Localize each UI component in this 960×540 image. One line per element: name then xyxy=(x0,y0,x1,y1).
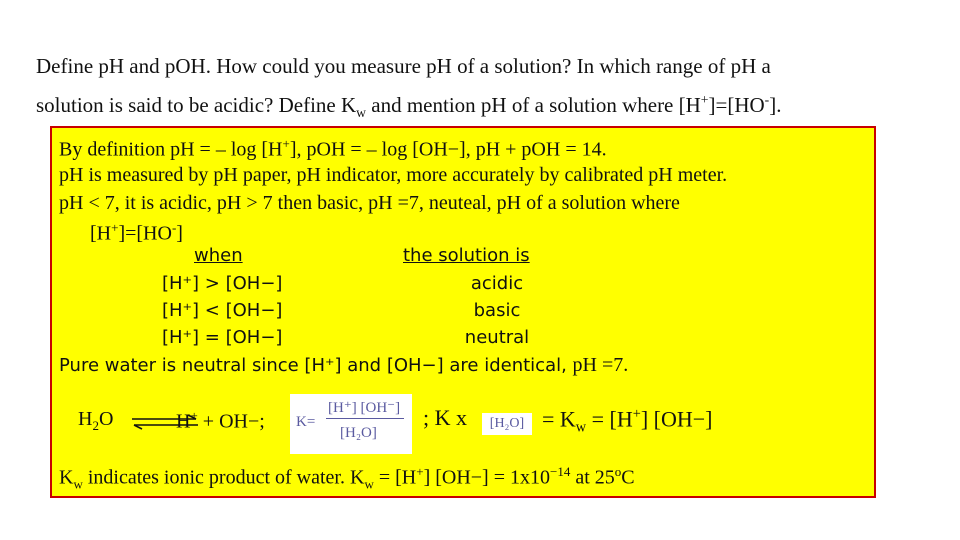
table-row-3-result: neutral xyxy=(464,327,530,348)
range-line: pH < 7, it is acidic, pH > 7 then basic, pH =7, neuteal, pH of a solution where xyxy=(59,192,680,214)
k-times: ; K x xyxy=(423,405,467,430)
equation-water: $H_2O$ xyxy=(78,408,114,433)
k-denominator: [H₂O] xyxy=(340,425,377,441)
question-line-1: Define pH and pOH. How could you measure pH of a solution? In which range of pH a xyxy=(36,54,771,78)
answer-box xyxy=(50,126,876,498)
fraction-bar xyxy=(326,418,404,419)
table-row-2-condition: [H⁺] < [OH−] xyxy=(162,300,283,321)
table-row-1-result: acidic xyxy=(470,273,524,294)
equilibrium-constant-formula xyxy=(290,394,412,454)
table-row-2-result: basic xyxy=(473,300,521,321)
question-line-2: solution is said to be acidic? Define $K_w$ and mention pH of a solution where [H+]=[HO-]. xyxy=(36,92,782,121)
measurement-line: pH is measured by pH paper, pH indicator, more accurately by calibrated pH meter. xyxy=(59,164,728,186)
question-text xyxy=(36,50,936,129)
k-label: K= xyxy=(296,414,316,430)
table-row-1-condition: [H⁺] > [OH−] xyxy=(162,273,283,294)
table-row-3-condition: [H⁺] = [OH−] xyxy=(162,327,283,348)
k-numerator: [H⁺] [OH⁻] xyxy=(328,400,401,416)
equation-ions: H+ + OH−; xyxy=(176,408,265,433)
water-concentration: [H₂O] xyxy=(482,413,532,435)
kw-equation: = $K_w = [H^+]$ [OH−] xyxy=(542,406,713,436)
condition-line: [H+]=[HO-] xyxy=(90,220,183,245)
table-header-result: the solution is xyxy=(403,245,530,266)
table-header-when: when xyxy=(194,245,243,266)
definition-line: By definition pH = – log [H+], pOH = – log [OH−], pH + pOH = 14. xyxy=(59,136,607,161)
ionic-product-line: $K_w$ indicates ionic product of water. $K_w = [H^+] [OH-] = 1x10^{-14}$ at 25$^o$C xyxy=(59,464,635,492)
pure-water-line: Pure water is neutral since [H⁺] and [OH−] are identical, pH =7. xyxy=(59,354,629,376)
